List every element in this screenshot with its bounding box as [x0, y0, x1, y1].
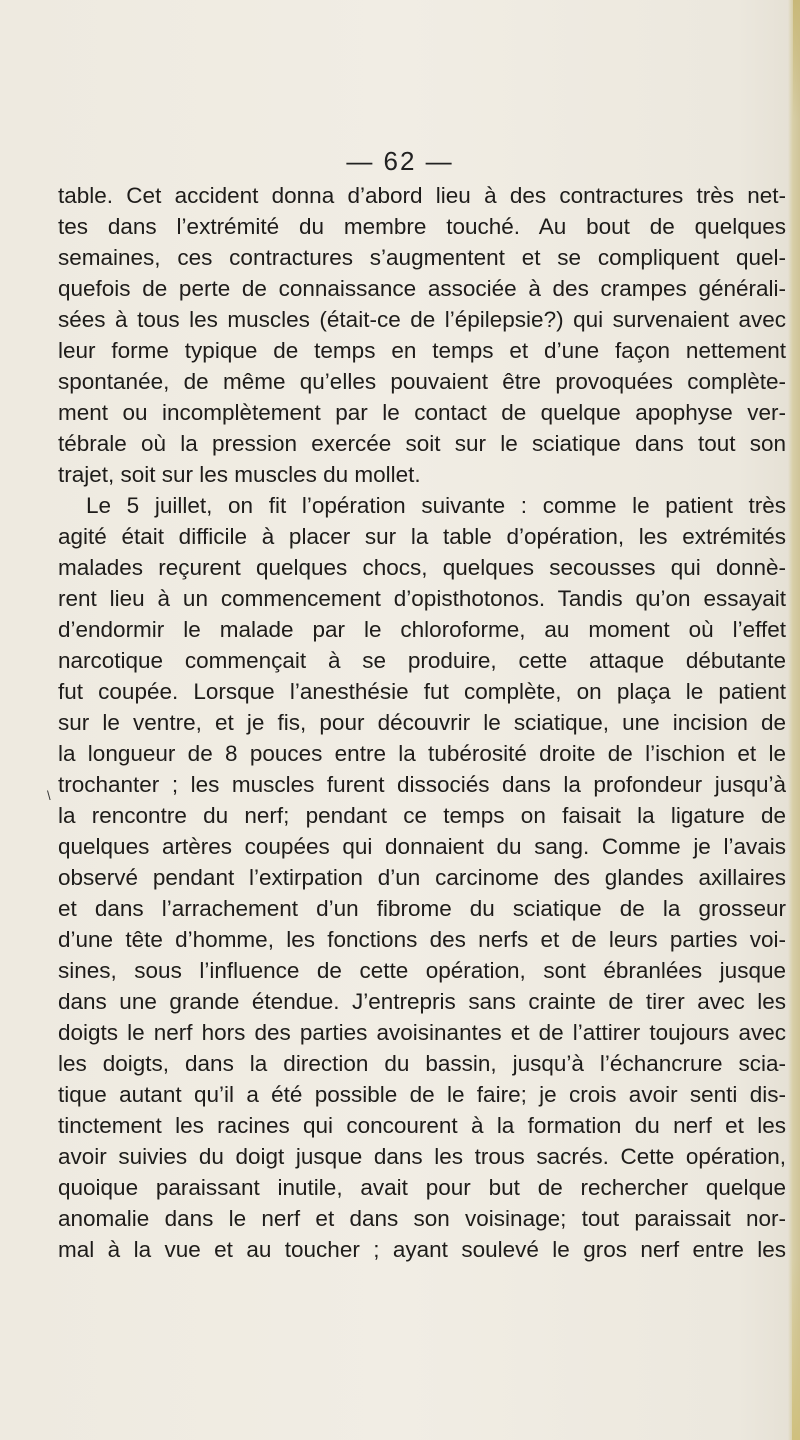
text-line: la rencontre du nerf; pendant ce temps on faisait la ligature de [58, 803, 786, 828]
text-line: doigts le nerf hors des parties avoisinantes et de l’attirer toujours avec [58, 1020, 786, 1045]
text-line: observé pendant l’extirpation d’un carcinome des glandes axillaires [58, 865, 786, 890]
text-line: malades reçurent quelques chocs, quelques secousses qui donnè- [58, 555, 786, 580]
text-line: dans une grande étendue. J’entrepris sans crainte de tirer avec les [58, 989, 786, 1014]
text-line: ment ou incomplètement par le contact de quelque apophyse ver- [58, 400, 786, 425]
text-line: tique autant qu’il a été possible de le faire; je crois avoir senti dis- [58, 1082, 786, 1107]
text-line: anomalie dans le nerf et dans son voisinage; tout paraissait nor- [58, 1206, 786, 1231]
text-line: rent lieu à un commencement d’opisthotonos. Tandis qu’on essayait [58, 586, 786, 611]
text-line: d’une tête d’homme, les fonctions des nerfs et de leurs parties voi- [58, 927, 786, 952]
text-line: tes dans l’extrémité du membre touché. Au bout de quelques [58, 214, 786, 239]
text-line: sur le ventre, et je fis, pour découvrir le sciatique, une incision de [58, 710, 786, 735]
page-edge-stain-bottom [792, 1260, 800, 1440]
text-line: quefois de perte de connaissance associée à des crampes générali- [58, 276, 786, 301]
text-line: avoir suivies du doigt jusque dans les trous sacrés. Cette opération, [58, 1144, 786, 1169]
text-line: tébrale où la pression exercée soit sur le sciatique dans tout son [58, 431, 786, 456]
text-line: d’endormir le malade par le chloroforme, au moment où l’effet [58, 617, 786, 642]
text-line: et dans l’arrachement d’un fibrome du sciatique de la grosseur [58, 896, 786, 921]
text-line: quelques artères coupées qui donnaient du sang. Comme je l’avais [58, 834, 786, 859]
text-line: sées à tous les muscles (était-ce de l’épilepsie?) qui survenaient avec [58, 307, 786, 332]
page-number: — 62 — [346, 146, 454, 176]
text-line: la longueur de 8 pouces entre la tubérosité droite de l’ischion et le [58, 741, 786, 766]
text-line: les doigts, dans la direction du bassin, jusqu’à l’échancrure scia- [58, 1051, 786, 1076]
text-line: agité était difficile à placer sur la table d’opération, les extrémités [58, 524, 786, 549]
body-text [58, 180, 786, 1265]
text-line: trochanter ; les muscles furent dissociés dans la profondeur jusqu’à [58, 772, 786, 797]
text-line: semaines, ces contractures s’augmentent et se compliquent quel- [58, 245, 786, 270]
text-line: mal à la vue et au toucher ; ayant soulevé le gros nerf entre les [58, 1237, 786, 1262]
text-line: table. Cet accident donna d’abord lieu à des contractures très net- [58, 183, 786, 208]
page-edge [788, 0, 800, 1440]
page-edge-stain-top [793, 0, 800, 120]
text-line: quoique paraissant inutile, avait pour but de rechercher quelque [58, 1175, 786, 1200]
text-line: sines, sous l’influence de cette opération, sont ébranlées jusque [58, 958, 786, 983]
text-line: trajet, soit sur les muscles du mollet. [58, 462, 421, 487]
text-line: spontanée, de même qu’elles pouvaient être provoquées complète- [58, 369, 786, 394]
margin-mark: \ [47, 788, 51, 803]
text-line: Le 5 juillet, on fit l’opération suivante : comme le patient très [86, 493, 786, 518]
text-line: leur forme typique de temps en temps et d’une façon nettement [58, 338, 786, 363]
text-line: narcotique commençait à se produire, cette attaque débutante [58, 648, 786, 673]
text-line: fut coupée. Lorsque l’anesthésie fut complète, on plaça le patient [58, 679, 786, 704]
text-line: tinctement les racines qui concourent à la formation du nerf et les [58, 1113, 786, 1138]
